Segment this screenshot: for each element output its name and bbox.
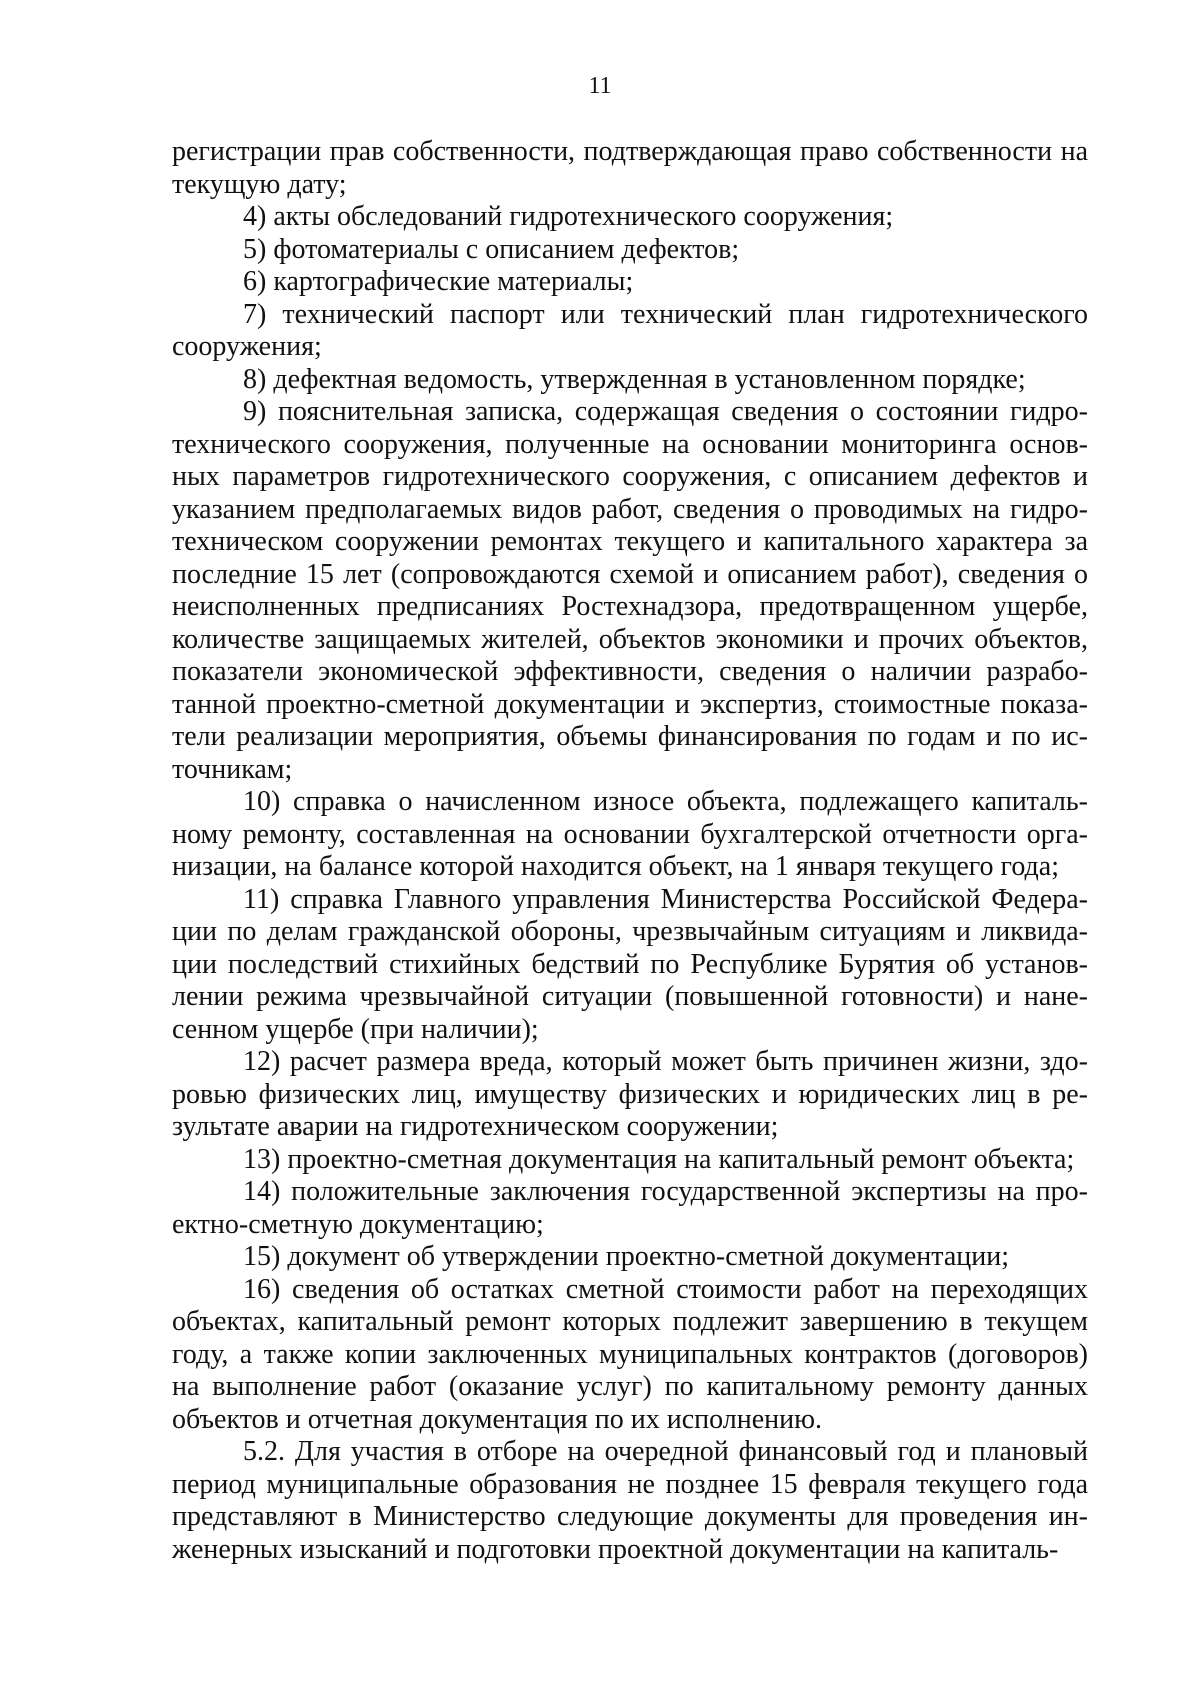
- list-item-10: 10) справка о начисленном износе объекта, подлежащего капитальному ремонту, составленная на основании бухгалтерской отчетности организации, на балансе которой находится объект, на 1 января текущего года;: [172, 786, 1088, 882]
- list-item-9: 9) пояснительная записка, содержащая сведения о состоянии гидротехнического сооружения, полученные на основании мониторинга основных параметров гидротехнического сооружения, с описанием дефектов и указанием предполагаемых видов работ, сведения о проводимых на гидротехническом сооружении ремонтах текущего и капитального характера за последние 15 лет (сопровождаются схемой и описанием работ), сведения о неисполненных предписаниях Ростехнадзора, предотвращенном ущербе, количестве защищаемых жителей, объектов экономики и прочих объектов, показатели экономической эффективности, сведения о наличии разработанной проектно-сметной документации и экспертиз, стоимостные показатели реализации мероприятия, объемы финансирования по годам и по источникам;: [172, 396, 1088, 785]
- page-number: 11: [588, 73, 612, 99]
- section-5-2-paragraph: 5.2. Для участия в отборе на очередной финансовый год и плановый период муниципальные образования не позднее 15 февраля текущего года представляют в Министерство следующие документы для проведения инженерных изысканий и подготовки проектной документации на капиталь-: [172, 1436, 1088, 1565]
- list-item-11: 11) справка Главного управления Министерства Российской Федерации по делам гражданской обороны, чрезвычайным ситуациям и ликвидации последствий стихийных бедствий по Республике Бурятия об установлении режима чрезвычайной ситуации (повышенной готовности) и нанесенном ущербе (при наличии);: [172, 883, 1088, 1045]
- document-body: [172, 136, 1088, 1566]
- list-item-7: 7) технический паспорт или технический план гидротехнического сооружения;: [172, 298, 1088, 362]
- list-item-16: 16) сведения об остатках сметной стоимости работ на переходящих объектах, капитальный ремонт которых подлежит завершению в текущем году, а также копии заключенных муниципальных контрактов (договоров) на выполнение работ (оказание услуг) по капитальному ремонту данных объектов и отчетная документация по их исполнению.: [172, 1273, 1088, 1435]
- list-item-15: 15) документ об утверждении проектно-сметной документации;: [243, 1241, 1009, 1272]
- list-item-14: 14) положительные заключения государственной экспертизы на проектно-сметную документацию;: [172, 1176, 1088, 1240]
- list-item-13: 13) проектно-сметная документация на капитальный ремонт объекта;: [243, 1143, 1075, 1175]
- list-item-12: 12) расчет размера вреда, который может быть причинен жизни, здоровью физических лиц, имуществу физических и юридических лиц в результате аварии на гидротехническом сооружении;: [172, 1046, 1088, 1142]
- list-item-4: 4) акты обследований гидротехнического сооружения;: [243, 201, 894, 232]
- paragraph-continuation: регистрации прав собственности, подтверждающая право собственности на текущую дату;: [172, 136, 1088, 200]
- list-item-5: 5) фотоматериалы с описанием дефектов;: [243, 233, 740, 265]
- list-item-6: 6) картографические материалы;: [243, 266, 634, 297]
- list-item-8: 8) дефектная ведомость, утвержденная в установленном порядке;: [243, 363, 1026, 395]
